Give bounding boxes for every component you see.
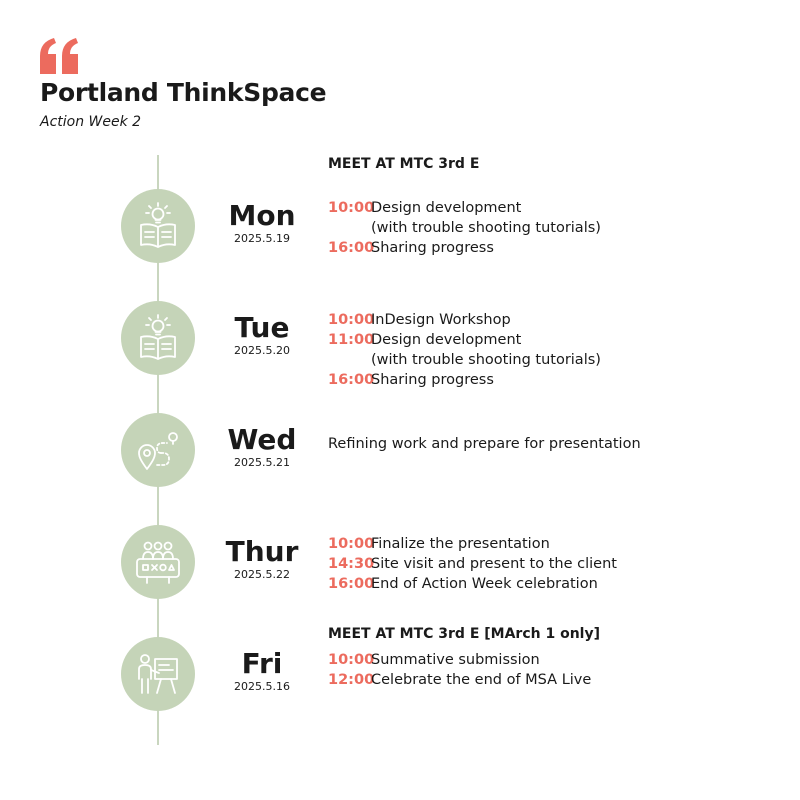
meeting-note-mon: MEET AT MTC 3rd E [328,156,480,172]
events-tue [328,310,601,390]
event-time: 10:00 [328,312,375,328]
event-text: End of Action Week celebration [371,576,598,592]
event-time: 10:00 [328,536,375,552]
event-text: Refining work and prepare for presentation [328,436,641,452]
event-time: 10:00 [328,200,375,216]
event-time: 11:00 [328,332,375,348]
day-name: Wed [227,423,297,456]
day-icon-circle-tue [121,301,195,375]
event-time: 16:00 [328,240,375,256]
events-wed [328,434,641,454]
quote-mark-icon [38,38,80,76]
event-item [328,310,601,330]
day-name: Fri [241,647,283,680]
event-subtext: (with trouble shooting tutorials) [371,220,601,236]
events-thur [328,534,617,594]
event-time: 10:00 [328,652,375,668]
event-item [328,670,591,690]
day-date: 2025.5.16 [234,680,290,693]
event-time: 16:00 [328,576,375,592]
event-text: Finalize the presentation [371,536,550,552]
day-date: 2025.5.20 [234,344,290,357]
day-label-fri [224,648,300,694]
day-icon-circle-fri [121,637,195,711]
event-text: Sharing progress [371,240,494,256]
event-text: Summative submission [371,652,540,668]
event-text: InDesign Workshop [371,312,511,328]
day-name: Thur [225,535,299,568]
event-subtext: (with trouble shooting tutorials) [371,352,601,368]
lightbulb-book-icon [133,201,183,251]
audience-board-icon [133,537,183,587]
day-label-thur [224,536,300,582]
event-time: 16:00 [328,372,375,388]
event-text: Celebrate the end of MSA Live [371,672,592,688]
event-text: Design development [371,332,522,348]
event-text: Site visit and present to the client [371,556,617,572]
day-label-tue [224,312,300,358]
event-text: Design development [371,200,522,216]
meeting-note-fri: MEET AT MTC 3rd E [MArch 1 only] [328,626,600,642]
events-mon [328,198,601,258]
event-time: 14:30 [328,556,375,572]
event-item [328,554,617,574]
event-item [328,238,601,258]
event-item [328,534,617,554]
event-time: 12:00 [328,672,375,688]
day-name: Tue [234,311,290,344]
day-icon-circle-mon [121,189,195,263]
event-item [328,198,601,218]
day-date: 2025.5.19 [234,232,290,245]
day-label-mon [224,200,300,246]
event-item [328,574,617,594]
event-item [328,330,601,350]
presenter-easel-icon [133,649,183,699]
page-title: Portland ThinkSpace [40,78,327,107]
events-fri [328,650,591,690]
map-route-icon [133,425,183,475]
event-item [328,650,591,670]
lightbulb-book-icon [133,313,183,363]
event-item [328,370,601,390]
day-icon-circle-wed [121,413,195,487]
day-name: Mon [228,199,296,232]
day-date: 2025.5.22 [234,568,290,581]
day-icon-circle-thur [121,525,195,599]
event-text: Sharing progress [371,372,494,388]
day-label-wed [224,424,300,470]
day-date: 2025.5.21 [234,456,290,469]
page-subtitle: Action Week 2 [40,114,142,130]
